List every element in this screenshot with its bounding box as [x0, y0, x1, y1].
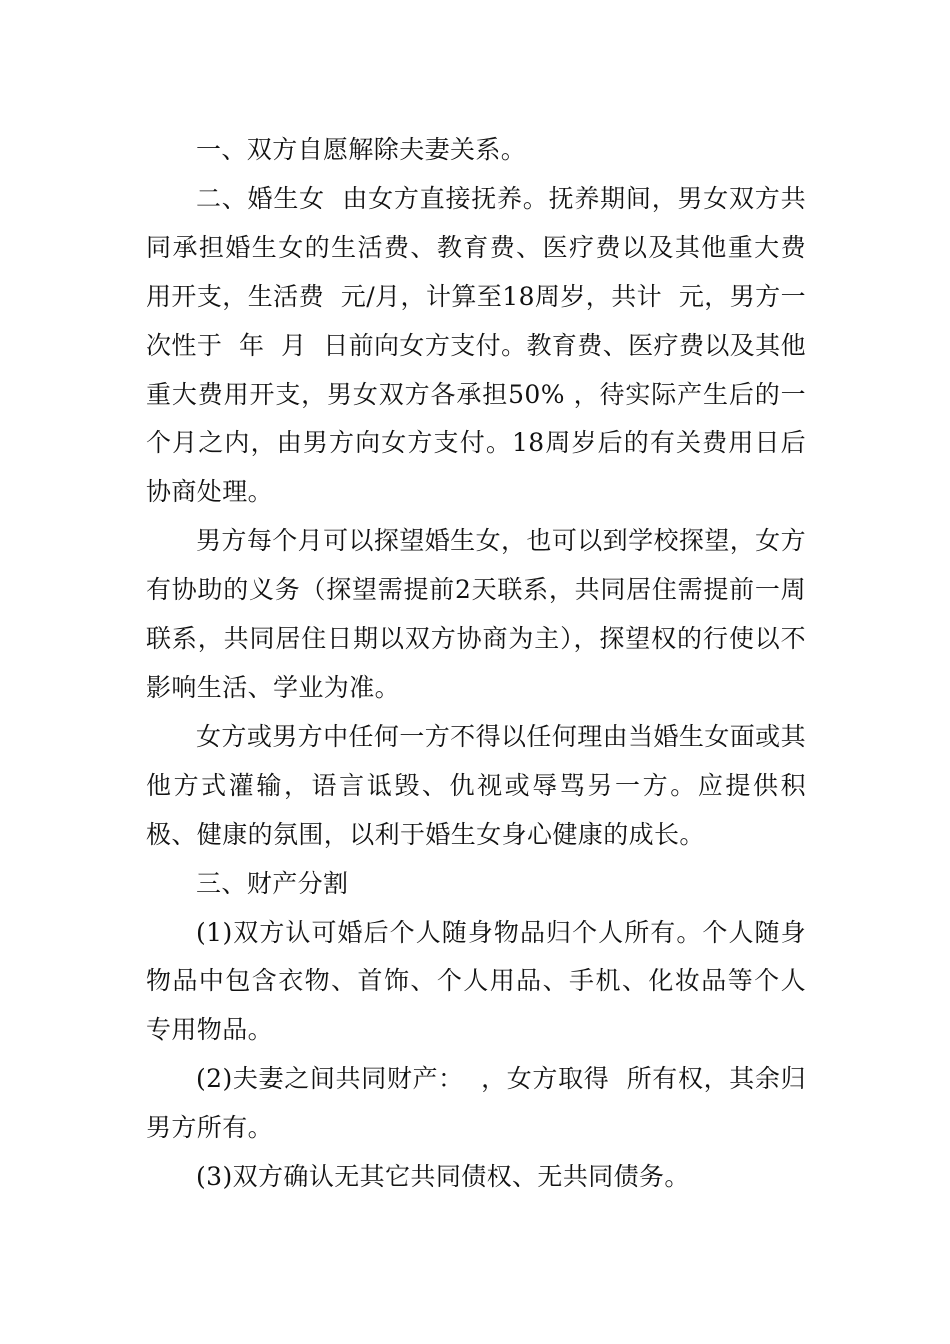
clause-joint-property: (2)夫妻之间共同财产： ，女方取得 所有权，其余归男方所有。 [146, 1064, 806, 1143]
clause-personal-belongings: (1)双方认可婚后个人随身物品归个人所有。个人随身物品中包含衣物、首饰、个人用品、手机、化妆品等个人专用物品。 [146, 917, 806, 1045]
clause-visitation: 男方每个月可以探望婚生女，也可以到学校探望，女方有协助的义务（探望需提前2天联系，共同居住需提前一周联系，共同居住日期以双方协商为主），探望权的行使以不影响生活、学业为准。 [146, 526, 806, 702]
document-body [146, 126, 806, 1202]
section-heading-property: 三、财产分割 [196, 868, 349, 898]
clause-dissolve-marriage: 一、双方自愿解除夫妻关系。 [196, 135, 527, 164]
clause-child-custody: 二、婚生女 由女方直接抚养。抚养期间，男女双方共同承担婚生女的生活费、教育费、医疗费以及其他重大费用开支，生活费 元/月，计算至18周岁，共计 元，男方一次性于 年 月 日前向女方支付。教育费、医疗费以及其他重大费用开支，男女双方各承担50% ，待实际产生后的一个月之内，由男方向女方支付。18周岁后的有关费用日后协商处理。 [146, 183, 806, 507]
clause-no-disparagement: 女方或男方中任何一方不得以任何理由当婚生女面或其他方式灌输，语言诋毁、仇视或辱骂另一方。应提供积极、健康的氛围，以利于婚生女身心健康的成长。 [146, 721, 806, 849]
clause-debts: (3)双方确认无其它共同债权、无共同债务。 [196, 1162, 690, 1192]
